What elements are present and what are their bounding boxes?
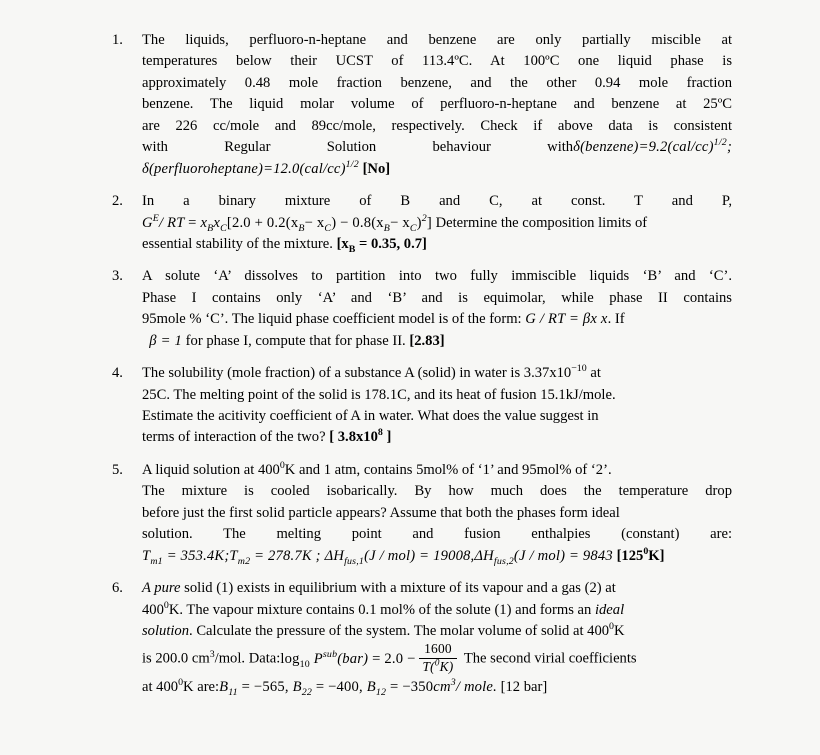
problem-1-line-5: are 226 cc/mole and 89cc/mole, respectively. Check if above data is consistent (142, 117, 732, 134)
problem-6-line-5: at $400^0K$ $are:B_{11} = -565$, $B_{22} = -400$, $B_{12} = -350cm^3/$ mole. [12 bar] (142, 677, 548, 698)
partition-coefficient-equation: G / RT = βx x (525, 311, 608, 328)
solubility-exponent: −10 (571, 363, 587, 375)
problem-5-answer: $[125^0K]$ (616, 545, 665, 564)
problem-1-line-2: temperatures below their UCST of 113.4ºC. At 100ºC one liquid phase is (142, 53, 732, 70)
problem-item-3 (112, 266, 732, 352)
problem-6-line-2: $400^0K$. The vapour mixture contains 0.1 mol% of the solute (1) and forms an ideal (142, 599, 625, 618)
sublimation-pressure-equation: $\log_{10} P^{sub}(bar) = 2.0$ − $\frac{1600}{T(^0K)}$ (280, 651, 460, 667)
problem-2-line-1: In a binary mixture of B and C, at const. T and P, (142, 193, 732, 210)
problem-item-6 (112, 578, 732, 698)
problem-6-answer: [12 bar] (500, 678, 548, 695)
problem-2-equation-line (142, 213, 732, 234)
problem-4-line-3: Estimate the acitivity coefficient of A in water. What does the value suggest in (142, 408, 599, 424)
problem-1-line-6-text: with Regular Solution behaviour with (142, 139, 574, 156)
gibbs-excess-equation: $G^E/$ RT = $x_Bx_C[2.0 + 0.2(x_B- x_C) - 0.8(x_B- x_C)^2]$ (142, 212, 432, 234)
problem-6-line-3: solution. Calculate the pressure of the system. The molar volume of solid at $400^0K$ (142, 621, 625, 639)
problem-6-line-1: A pure solid (1) exists in equilibrium with a mixture of its vapour and a gas (2) at (142, 580, 616, 597)
problem-4-line-2: 25C. The melting point of the solid is 178.1C, and its heat of fusion 15.1kJ/mole. (142, 386, 616, 403)
delta-perfluoro-expression: $\delta(perfluoroheptane)=12.0(cal/cc)^{1/2}$ (142, 158, 359, 177)
fraction-denominator: T($^0$K) (422, 657, 454, 675)
problem-6-line-4: is 200.0 $cm^3$/mol. $Data:\log_{10}$ $P^{sub}(bar) = 2.0$ − $\frac{1600}{T(^0K)}$ The second virial coefficients (142, 641, 637, 675)
problem-list (112, 30, 732, 698)
problem-3-line-2: Phase I contains only ‘A’ and ‘B’ and is equimolar, while phase II contains (142, 289, 732, 306)
problem-number: 5. (112, 461, 123, 478)
problem-5-line-2: The mixture is cooled isobarically. By how much does the temperature drop (142, 483, 732, 500)
problem-item-4 (112, 363, 732, 449)
problem-item-1 (112, 30, 732, 180)
problem-1-line-4: benzene. The liquid molar volume of perfluoro-n-heptane and benzene at 25ºC (142, 96, 732, 113)
problem-1-line-3: approximately 0.48 mole fraction benzene, and the other 0.94 mole fraction (142, 74, 732, 91)
problem-number: 1. (112, 32, 123, 48)
problem-5-line-1: A liquid solution at $400^0K$ and 1 atm, contains 5mol% of ‘1’ and 95mol% of ‘2’. (142, 460, 612, 478)
problem-number: 6. (112, 580, 123, 597)
problem-2-answer: [$x_B = 0.35$, 0.7] (336, 235, 427, 255)
beta-condition: β = 1 (149, 332, 183, 349)
virial-coefficients-equation: $B_{11} = -565$, $B_{22} = -400$, $B_{12} = -350cm^3/$ mole. (219, 677, 497, 698)
problem-1-line-6 (142, 137, 732, 158)
problem-1-line-1: The liquids, perfluoro-n-heptane and benzene are only partially miscible at (142, 32, 732, 48)
problem-number: 2. (112, 193, 123, 210)
delta-perfluoro-exponent: 1/2 (345, 158, 359, 170)
problem-4-line-1: The solubility (mole fraction) of a substance A (solid) in water is $3.37x10^{-10}$ at (142, 363, 601, 382)
delta-benzene-expression: $\delta(benzene)=9.2(cal/cc)^{1/2}$; (573, 137, 732, 156)
problem-2-line-3: essential stability of the mixture. [$x_B = 0.35$, 0.7] (142, 235, 427, 255)
problem-item-5 (112, 460, 732, 567)
problem-2-line-2-tail: Determine the composition limits of (435, 214, 648, 231)
problem-item-2 (112, 191, 732, 255)
problem-3-line-3: 95mole % ‘C’. The liquid phase coefficient model is of the form: G / RT = βx x. If (142, 311, 625, 328)
problem-5-line-3: before just the first solid particle appears? Assume that both the phases form ideal (142, 504, 620, 521)
problem-5-line-4: solution. The melting point and fusion enthalpies (constant) are: (142, 526, 732, 543)
temperature-degree-superscript: 0 (279, 460, 285, 472)
problem-3-line-4: β = 1 for phase I, compute that for phase II. [2.83] (149, 332, 445, 349)
problem-3-answer: [2.83] (409, 332, 445, 349)
melting-fusion-data-equation: $T_{m1}$ = $353.4K;T_{m2} = 278.7K$ ; $\Delta H_{fus,1}(J / mol) = 19008,\Delta H_{fus,2}(J / mol) = 9843$ (142, 547, 613, 567)
problem-1-line-7 (142, 159, 732, 180)
problem-number: 4. (112, 365, 123, 382)
problem-number: 3. (112, 268, 123, 285)
problem-4-answer: [ $3.8x10^8$ ] (329, 427, 392, 446)
problem-3-line-1: A solute ‘A’ dissolves to partition into two fully immiscible liquids ‘B’ and ‘C’. (142, 268, 732, 285)
problem-1-answer: [No] (362, 160, 391, 177)
fraction-1600-over-T: $\frac{1600}{T(^0K)}$ (419, 641, 458, 676)
problem-5-equation-line (142, 546, 732, 567)
problem-4-line-4: terms of interaction of the two? [ $3.8x10^8$ ] (142, 427, 392, 446)
delta-benzene-exponent: 1/2 (713, 137, 727, 149)
